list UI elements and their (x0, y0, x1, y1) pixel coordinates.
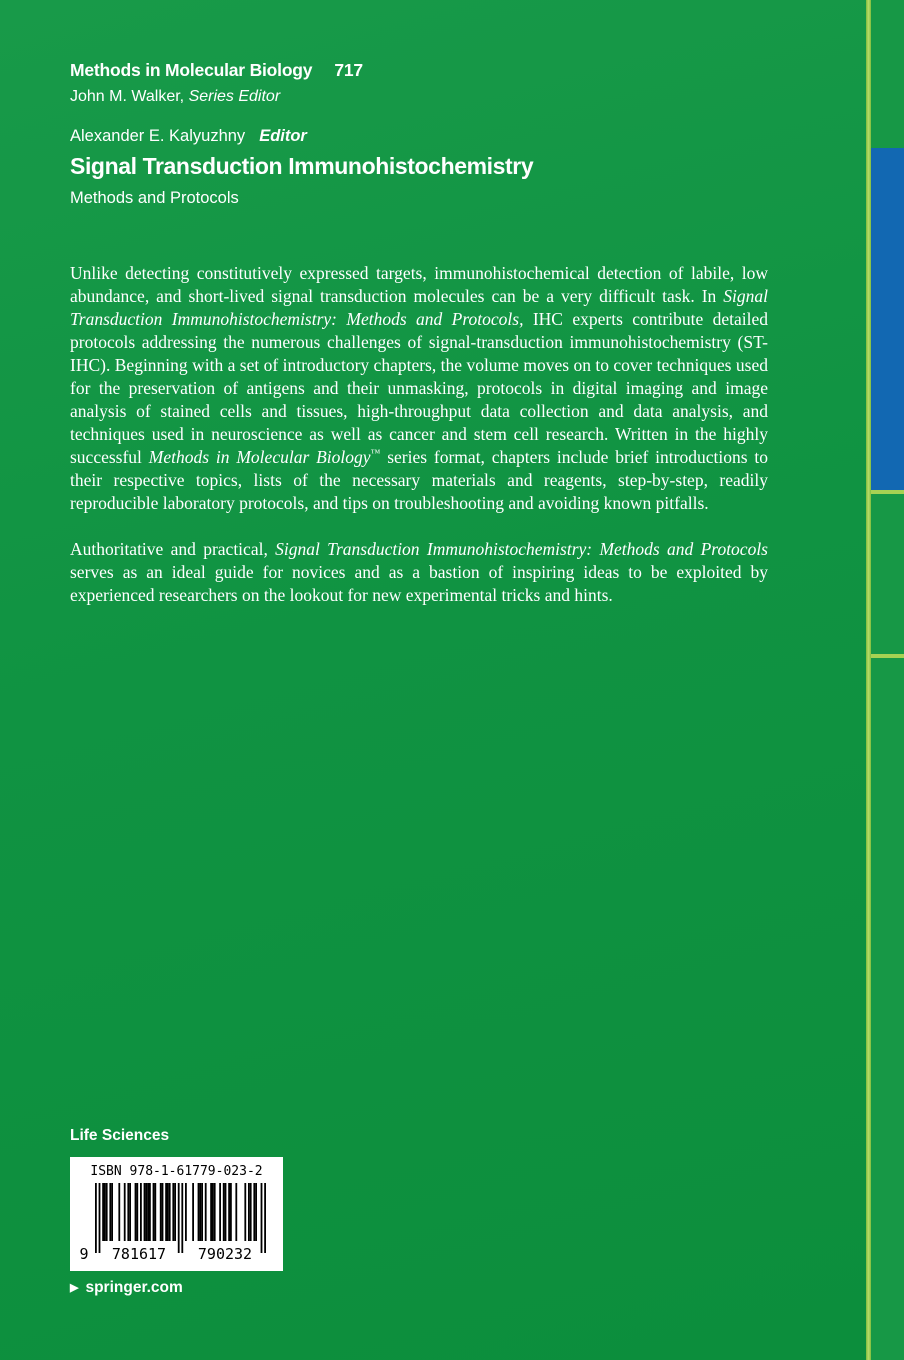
series-editor-line (70, 88, 280, 106)
book-subtitle: Methods and Protocols (70, 189, 239, 207)
series-editor-name: John M. Walker, (70, 88, 185, 105)
series-title-line (70, 60, 363, 81)
book-title: Signal Transduction Immunohistochemistry (70, 153, 534, 179)
volume-editor-role: Editor (259, 127, 307, 145)
blurb-paragraph-2: Authoritative and practical, Signal Transduction Immunohistochemistry: Methods and Protocols serves as an ideal guide for novices and as a bastion of inspiring ideas to be exploited by experienced researchers on the lookout for new experimental tricks and hints. (70, 539, 768, 605)
blurb-paragraph-1: Unlike detecting constitutively expressed targets, immunohistochemical detection of labile, low abundance, and short-lived signal transduction molecules can be a very difficult task. In Signal Transduction Immunohistochemistry: Methods and Protocols, IHC experts contribute detailed protocols addressing the numerous challenges of signal-transduction immunohistochemistry (ST-IHC). Beginning with a set of introductory chapters, the volume moves on to cover techniques used for the preservation of antigens and their unmasking, protocols in digital imaging and image analysis of stained cells and tissues, high-throughput data collection and data analysis, and techniques used in neuroscience as well as cancer and stem cell research. Written in the highly successful Methods in Molecular Biology™ series format, chapters include brief introductions to their respective topics, lists of the necessary materials and reagents, step-by-step, readily reproducible laboratory protocols, and tips on troubleshooting and avoiding known pitfalls. (70, 263, 768, 513)
series-color-band (871, 148, 904, 490)
strip-divider-line-2 (871, 654, 904, 658)
volume-editor-name: Alexander E. Kalyuzhny (70, 127, 246, 145)
play-triangle-icon: ▶ (70, 1281, 79, 1294)
ean-digit-right-group: 790232 (197, 1245, 253, 1263)
series-editor-role: Series Editor (188, 88, 281, 105)
series-title: Methods in Molecular Biology (70, 60, 313, 80)
ean-digit-system: 9 (79, 1245, 89, 1263)
volume-editor-line (70, 127, 307, 146)
springer-website-line (70, 1279, 183, 1297)
barcode-panel (70, 1157, 283, 1271)
back-cover-blurb (70, 262, 768, 630)
series-number: 717 (334, 60, 363, 80)
ean-digit-left-group: 781617 (111, 1245, 167, 1263)
springer-website-label: springer.com (85, 1279, 183, 1296)
isbn-label: ISBN 978-1-61779-023-2 (90, 1164, 263, 1179)
category-label: Life Sciences (70, 1127, 170, 1144)
strip-divider-line-1 (871, 490, 904, 494)
